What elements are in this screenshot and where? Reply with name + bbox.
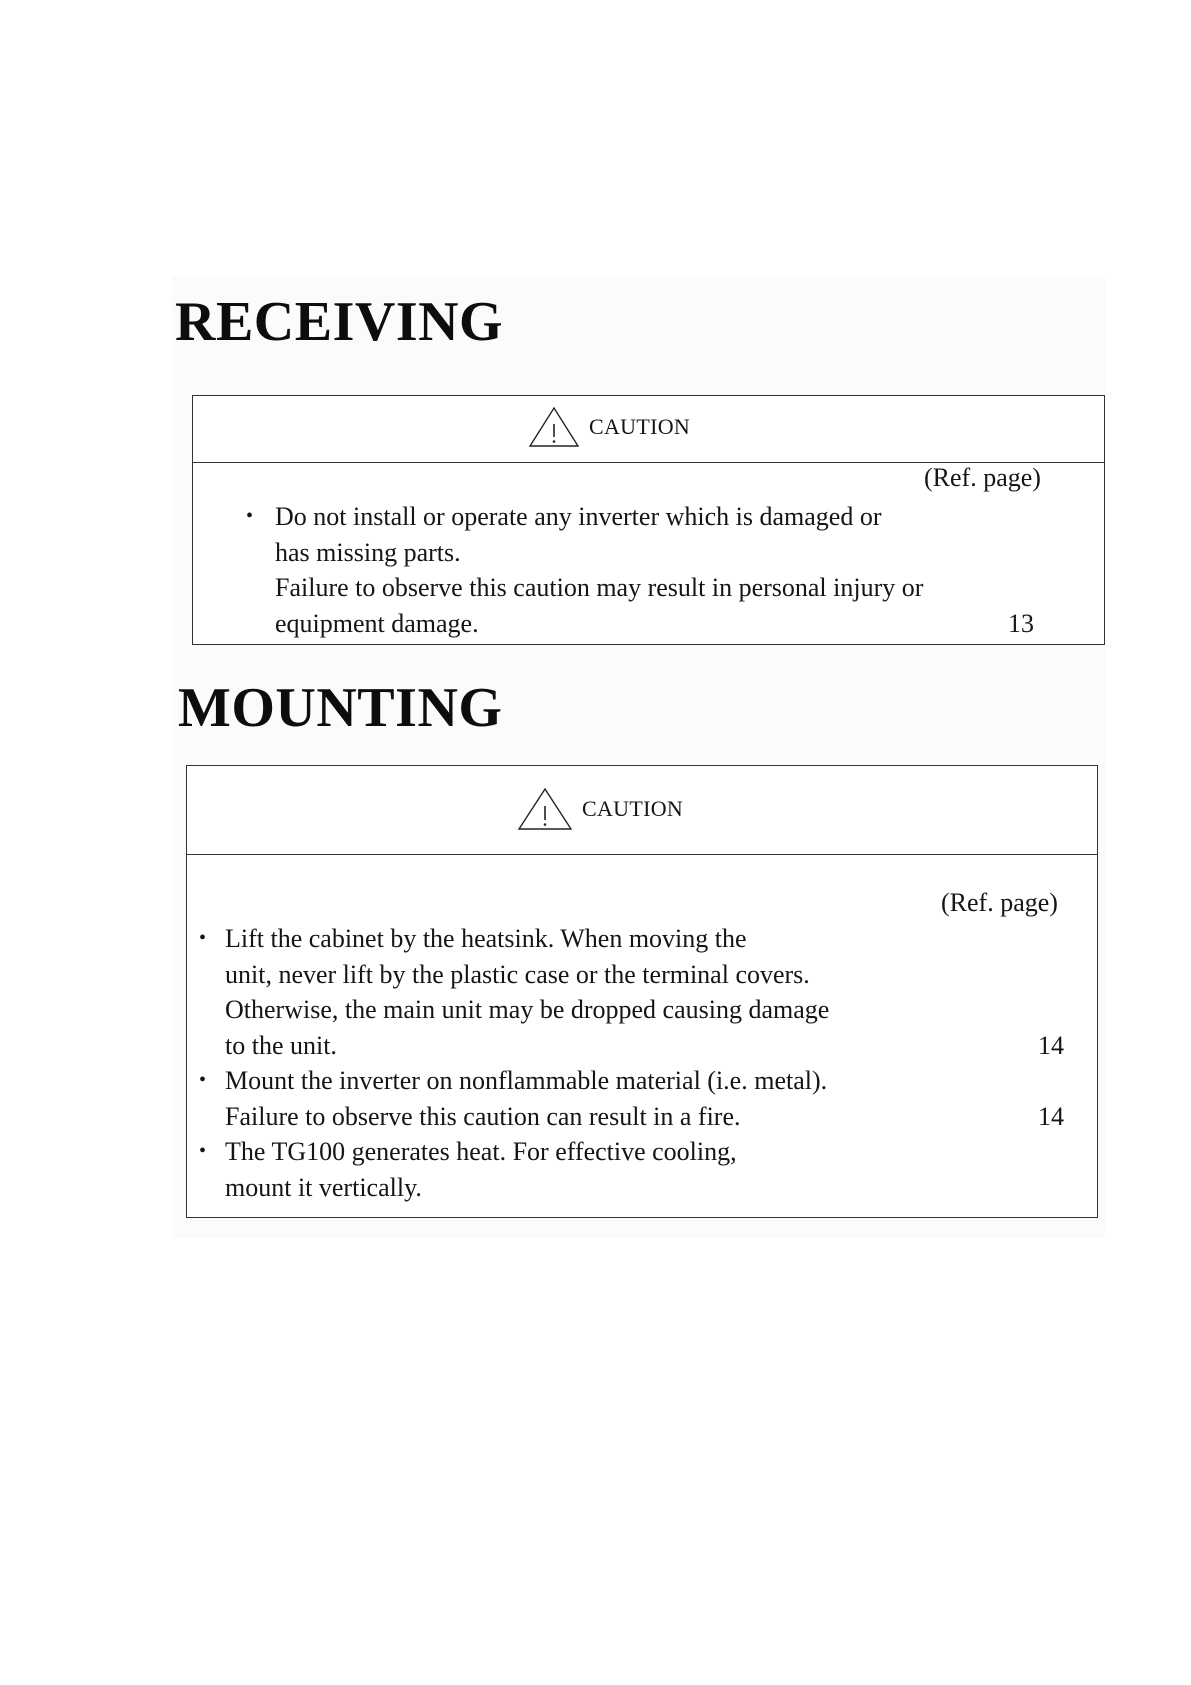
bullet-text [225, 1063, 827, 1134]
text-line: Do not install or operate any inverter which is damaged or [275, 502, 882, 531]
caution-text: CAUTION [582, 796, 684, 821]
text-line: The TG100 generates heat. For effective cooling, [225, 1137, 737, 1166]
ref-page-number: 13 [1008, 608, 1034, 638]
bullet-text [275, 499, 923, 641]
section-title-receiving: RECEIVING [175, 291, 504, 353]
bullet-text [225, 1134, 737, 1205]
text-line: equipment damage. [275, 608, 479, 638]
text-line: unit, never lift by the plastic case or the terminal covers. [225, 959, 810, 989]
text-line: Failure to observe this caution may result in personal injury or [275, 573, 924, 602]
bullet-marker: • [199, 1069, 207, 1091]
section-title-mounting: MOUNTING [178, 677, 503, 739]
mounting-caution-box [186, 765, 1098, 1218]
caution-label [528, 406, 690, 448]
ref-page-number: 14 [1038, 1030, 1064, 1060]
caution-header [187, 766, 1097, 855]
ref-page-number: 14 [1038, 1101, 1064, 1131]
text-line: to the unit. [225, 1030, 337, 1060]
bullet-marker: • [199, 1140, 207, 1162]
bullet-text [225, 921, 829, 1063]
ref-page-header: (Ref. page) [924, 463, 1041, 492]
text-line: has missing parts. [275, 537, 461, 567]
text-line: Failure to observe this caution can result in a fire. [225, 1101, 741, 1131]
bullet-marker: • [199, 927, 207, 949]
text-line: Mount the inverter on nonflammable material (i.e. metal). [225, 1066, 828, 1095]
text-line: Otherwise, the main unit may be dropped causing damage [225, 995, 830, 1024]
warning-triangle-icon [528, 406, 580, 448]
text-line: mount it vertically. [225, 1172, 422, 1202]
caution-header [193, 396, 1104, 463]
ref-page-header: (Ref. page) [941, 888, 1058, 917]
receiving-caution-box [192, 395, 1105, 645]
caution-text: CAUTION [589, 414, 691, 439]
bullet-marker: • [246, 505, 254, 527]
text-line: Lift the cabinet by the heatsink. When moving the [225, 924, 747, 953]
caution-label [517, 787, 683, 831]
warning-triangle-icon [517, 787, 573, 831]
